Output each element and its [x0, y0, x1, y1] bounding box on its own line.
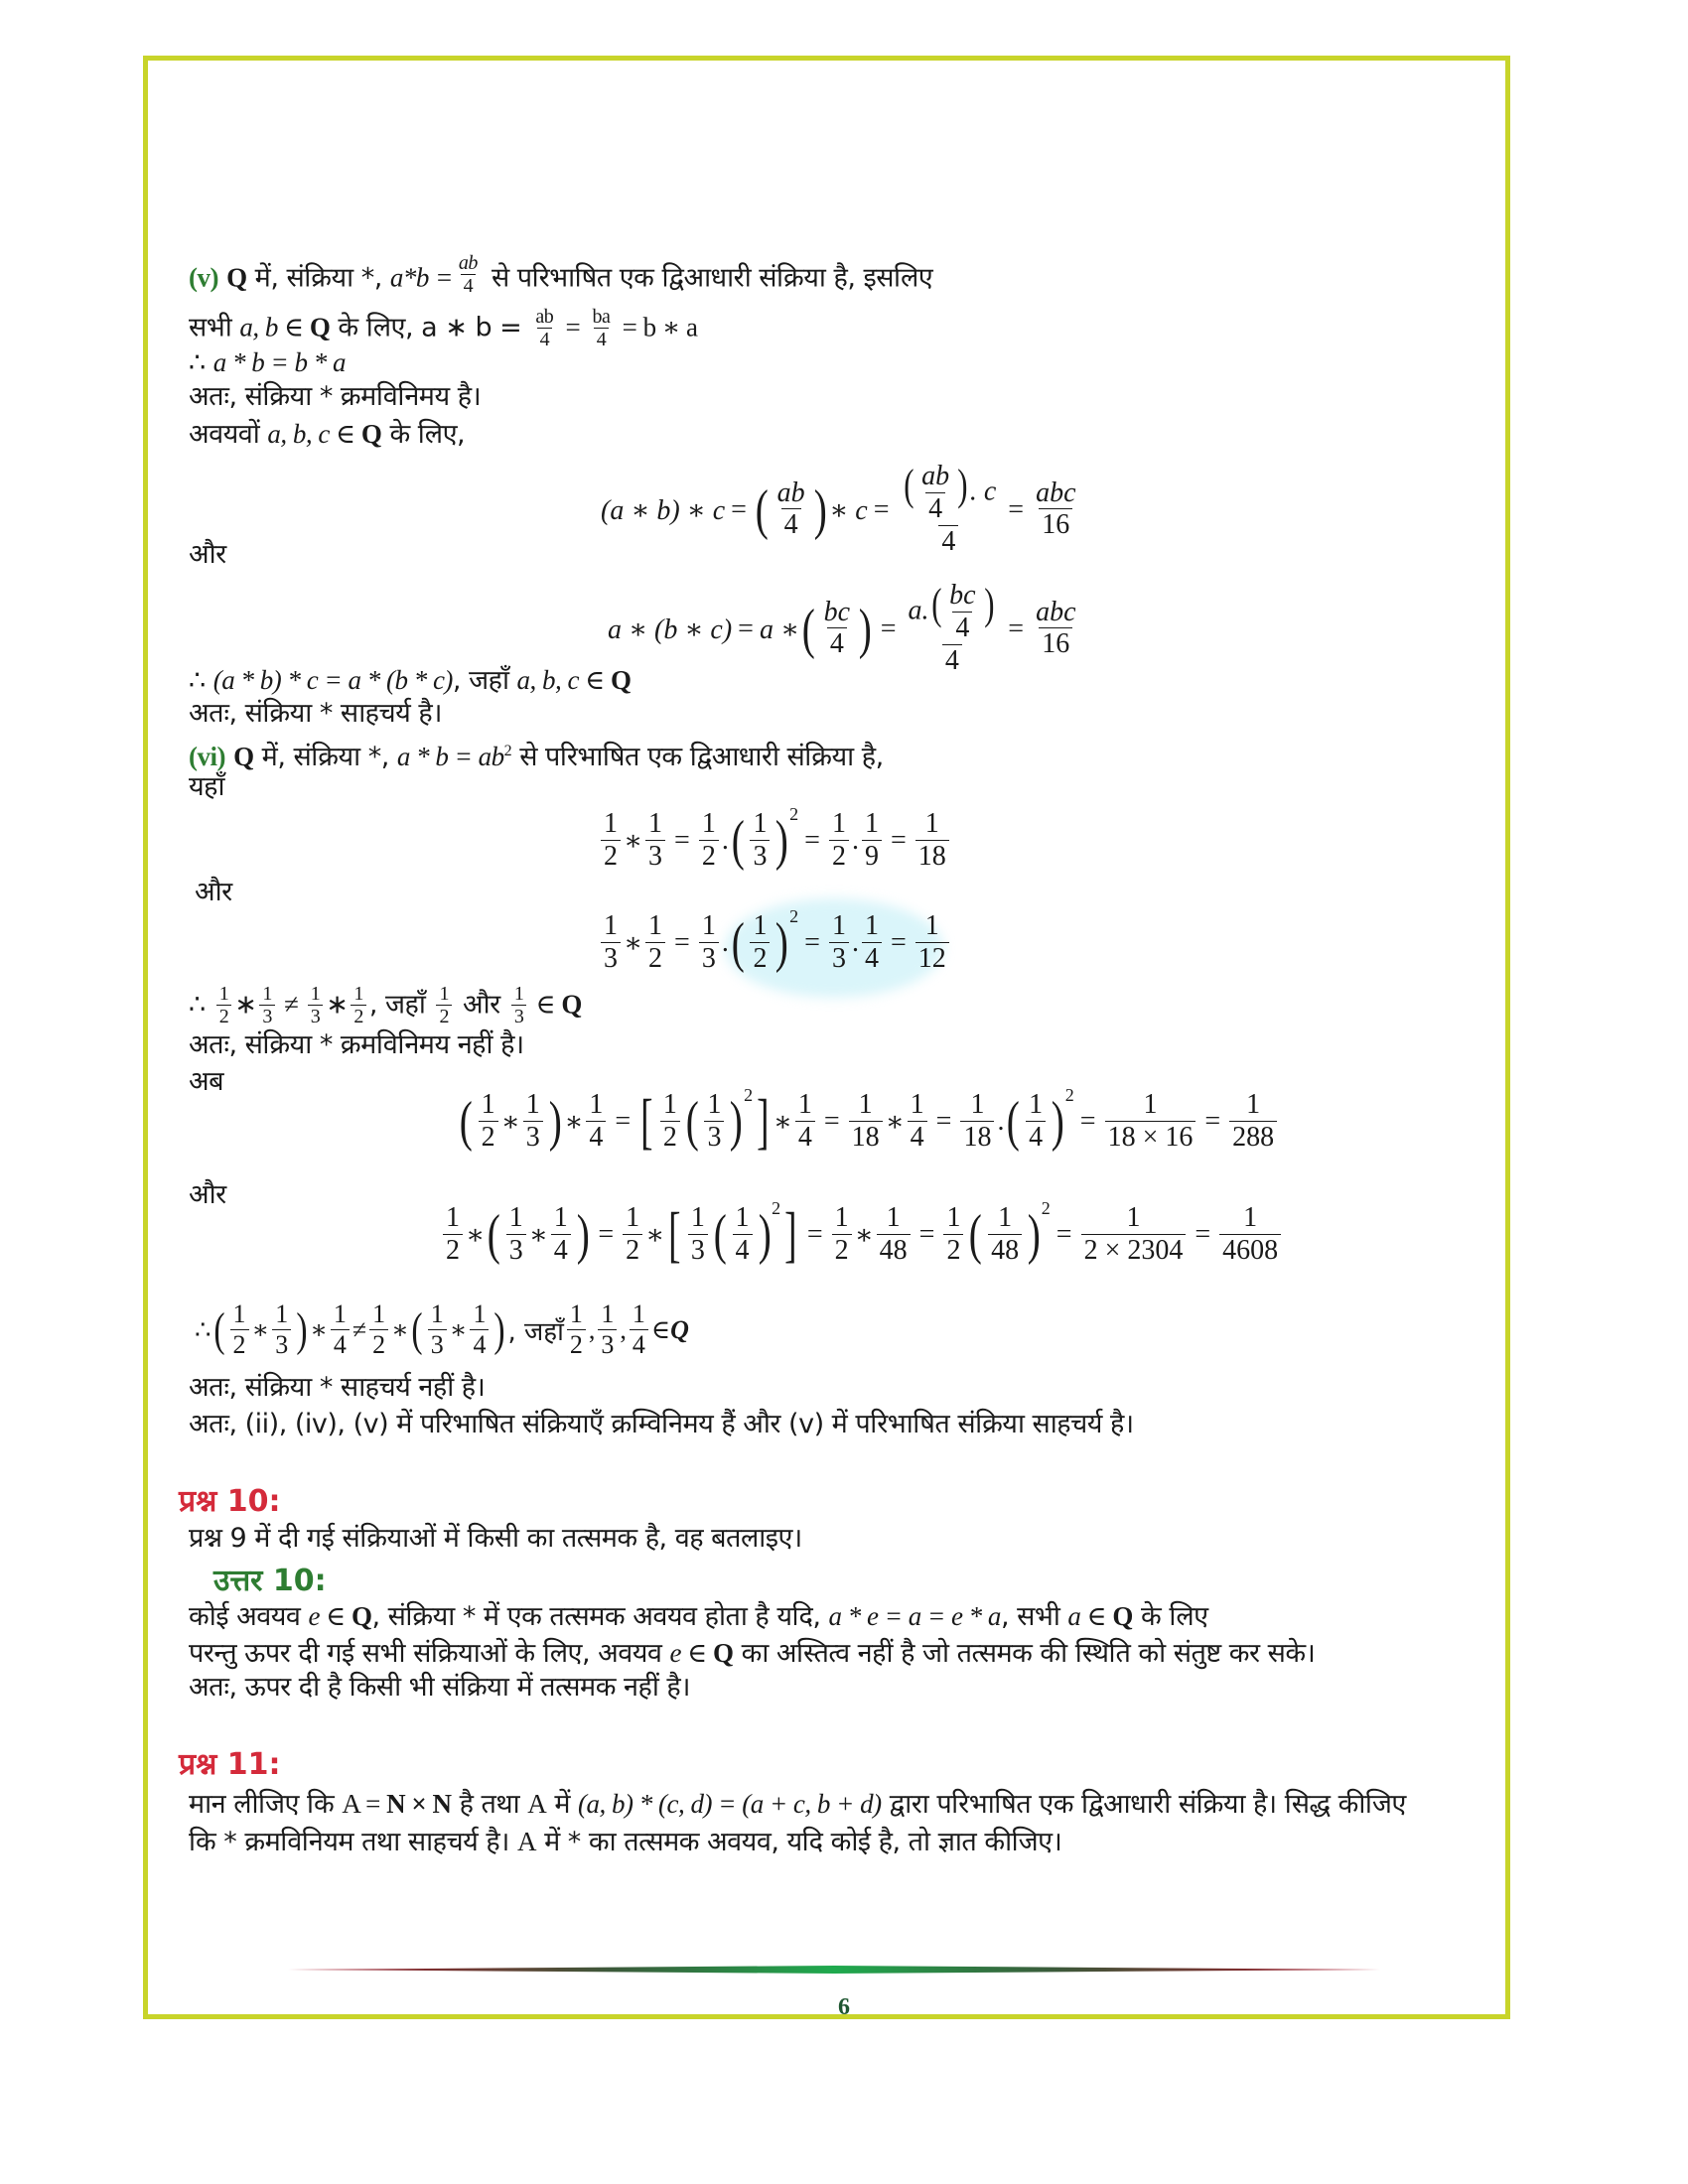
calc-third-star-half: $\frac{1}{3}$ ∗ $\frac{1}{2}$ = $\frac{1}{3}$ . ( $\frac{1}{2}$ ) 2 = $\frac{1}{3}$ . $\frac{1}{4}$ = $\frac{1}{12}$: [598, 911, 952, 975]
part-v-line3: ∴ a * b = b * a: [189, 347, 346, 378]
part-vi-label: (vi): [189, 742, 225, 771]
part-v-line4: अतः, संक्रिया * क्रमविनिमय है।: [189, 381, 482, 412]
question-10-heading: प्रश्न 10:: [179, 1484, 281, 1519]
footer-divider: [288, 1964, 1380, 1976]
and-text: और: [189, 1179, 226, 1210]
question-11-line-1: मान लीजिए कि A = N × N है तथा A में (a, b) * (c, d) = (a + c, b + d) द्वारा परिभाषित एक द्विआधारी संक्रिया है। सिद्ध कीजिए: [189, 1789, 1406, 1820]
fraction: $\frac{ba}{4}$: [592, 306, 611, 350]
and-text: और: [189, 539, 226, 570]
not-commutative-statement: अतः, संक्रिया * क्रमविनिमय नहीं है।: [189, 1029, 524, 1060]
part-v-intro: (v) Q में, संक्रिया *, a*b = $\frac{ab}{4}$ से परिभाषित एक द्विआधारी संक्रिया है, इसलिए: [189, 252, 933, 297]
assoc-conclusion: ∴ (a * b) * c = a * (b * c), जहाँ a, b, c ∈ Q: [189, 665, 632, 696]
and-text: और: [195, 877, 232, 907]
not-associative-line: ∴ ( $\frac{1}{2}$ ∗ $\frac{1}{3}$ ) ∗ $\frac{1}{4}$ ≠ $\frac{1}{2}$ ∗ ( $\frac{1}{3}$ ∗ $\frac{1}{4}$ ) , जहाँ $\frac{1}{2}$ , $\frac{1}{3}$ , $\frac{1}{4}$ ∈ Q: [195, 1299, 689, 1359]
assoc-statement: अतः, संक्रिया * साहचर्य है।: [189, 698, 442, 729]
calc-half-star-third: $\frac{1}{2}$ ∗ $\frac{1}{3}$ = $\frac{1}{2}$ . ( $\frac{1}{3}$ ) 2 = $\frac{1}{2}$ . $\frac{1}{9}$ = $\frac{1}{18}$: [598, 809, 952, 873]
part-v-label: (v): [189, 262, 218, 293]
fraction: $\frac{ab}{4}$: [535, 306, 554, 350]
equation-assoc-lhs: (a ∗ b) ∗ c = ( $\frac{ab}{4}$ ) ∗ c = ( $\frac{ab}{4}$ ). c 4 = $\frac{\text{abc}}{16}$: [601, 461, 1076, 557]
answer-10-line-1: कोई अवयव e ∈ Q, संक्रिया * में एक तत्समक अवयव होता है यदि, a * e = a = e * a, सभी a ∈ Q के लिए: [189, 1601, 1208, 1632]
answer-10-line-2: परन्तु ऊपर दी गई सभी संक्रियाओं के लिए, अवयव e ∈ Q का अस्तित्व नहीं है जो तत्समक की स्थिति को संतुष्ट कर सके।: [189, 1638, 1316, 1669]
question-11-heading: प्रश्न 11:: [179, 1747, 281, 1782]
here-text: यहाँ: [189, 771, 224, 802]
question-11-line-2: कि * क्रमविनियम तथा साहचर्य है। A में * का तत्समक अवयव, यदि कोई है, तो ज्ञात कीजिए।: [189, 1827, 1062, 1857]
fraction: $\frac{ab}{4}$: [458, 252, 478, 297]
calc-assoc-left: ( $\frac{1}{2}$ ∗ $\frac{1}{3}$ ) ∗ $\frac{1}{4}$ = [ $\frac{1}{2}$ ( $\frac{1}{3}$ ) 2 ] ∗ $\frac{1}{4}$ = $\frac{1}{18}$ ∗ $\frac{1}{4}$ = $\frac{1}{18}$ . ( $\frac{1}{4}$ ) 2 = $\frac{1}{18 \times 16}$ = $\frac{1}{288}$: [457, 1090, 1280, 1154]
part-v-line5: अवयवों a, b, c ∈ Q के लिए,: [189, 419, 466, 450]
question-10-text: प्रश्न 9 में दी गई संक्रियाओं में किसी का तत्समक है, वह बतलाइए।: [189, 1523, 802, 1554]
answer-10-line-3: अतः, ऊपर दी है किसी भी संक्रिया में तत्समक नहीं है।: [189, 1672, 690, 1703]
not-associative-statement: अतः, संक्रिया * साहचर्य नहीं है।: [189, 1372, 486, 1403]
part-vi-intro: (vi) Q में, संक्रिया *, $a * b = ab^2$ से परिभाषित एक द्विआधारी संक्रिया है,: [189, 742, 884, 772]
equation-assoc-rhs: a ∗ (b ∗ c) = a ∗ ( $\frac{bc}{4}$ ) = a.( $\frac{bc}{4}$ ) 4 = $\frac{\text{abc}}{16}$: [608, 580, 1076, 676]
now-text: अब: [189, 1066, 224, 1097]
not-commutative-line: ∴ $\frac{1}{2}$ ∗ $\frac{1}{3}$ ≠ $\frac{1}{3}$ ∗ $\frac{1}{2}$ , जहाँ $\frac{1}{2}$ और $\frac{1}{3}$ ∈ Q: [189, 983, 582, 1027]
calc-assoc-right: $\frac{1}{2}$ ∗ ( $\frac{1}{3}$ ∗ $\frac{1}{4}$ ) = $\frac{1}{2}$ ∗ [ $\frac{1}{3}$ ( $\frac{1}{4}$ ) 2 ] = $\frac{1}{2}$ ∗ $\frac{1}{48}$ = $\frac{1}{2}$ ( $\frac{1}{48}$ ) 2 = $\frac{1}{2 \times 2304}$ = $\frac{1}{4608}$: [440, 1203, 1284, 1267]
answer-10-heading: उत्तर 10:: [213, 1564, 327, 1598]
summary-statement: अतः, (ii), (iv), (v) में परिभाषित संक्रियाएँ क्रम्विनिमय हैं और (v) में परिभाषित संक्रिया साहचर्य है।: [189, 1409, 1134, 1439]
part-v-line2: सभी a, b ∈ Q के लिए, a ∗ b = $\frac{ab}{4}$ = $\frac{ba}{4}$ = b ∗ a: [189, 306, 698, 350]
page-number: 6: [838, 1994, 850, 2020]
